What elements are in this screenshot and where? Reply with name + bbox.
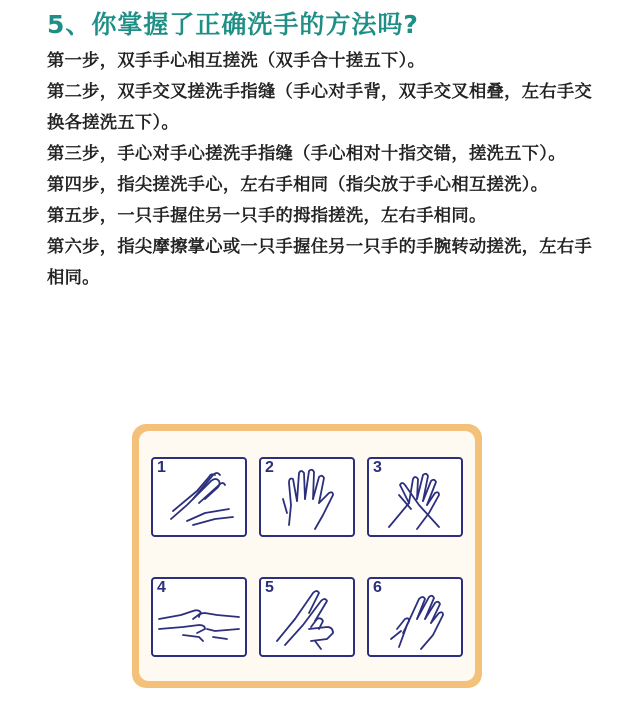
palms-rubbing-icon	[153, 459, 245, 535]
step-card-1	[151, 457, 247, 537]
step-1: 第一步，双手手心相互搓洗（双手合十搓五下）。	[47, 51, 426, 71]
card-number-5: 5	[265, 579, 274, 596]
card-number-4: 4	[157, 579, 166, 596]
step-card-5	[259, 577, 355, 657]
thumb-grip-icon	[261, 579, 353, 655]
card-number-2: 2	[265, 459, 274, 476]
step-2: 第二步，双手交叉搓洗手指缝（手心对手背，双手交叉相叠，左右手交换各搓洗五下）。	[47, 82, 593, 133]
step-card-4	[151, 577, 247, 657]
handwashing-illustration	[132, 424, 482, 688]
card-number-1: 1	[157, 459, 166, 476]
step-6: 第六步，指尖摩擦掌心或一只手握住另一只手的手腕转动搓洗，左右手相同。	[47, 237, 593, 288]
step-3: 第三步，手心对手心搓洗手指缝（手心相对十指交错，搓洗五下）。	[47, 144, 566, 164]
wrist-rotate-icon	[369, 579, 461, 655]
page-title: 5、你掌握了正确洗手的方法吗?	[47, 10, 419, 39]
step-4: 第四步，指尖搓洗手心，左右手相同（指尖放于手心相互搓洗）。	[47, 175, 549, 195]
fingertips-palm-icon	[153, 579, 245, 655]
steps-list	[47, 46, 595, 294]
fingers-interlaced-icon	[369, 459, 461, 535]
step-card-6	[367, 577, 463, 657]
card-number-6: 6	[373, 579, 382, 596]
back-of-hand-icon	[261, 459, 353, 535]
step-card-3	[367, 457, 463, 537]
step-card-2	[259, 457, 355, 537]
card-number-3: 3	[373, 459, 382, 476]
illustration-inner	[139, 431, 475, 681]
step-5: 第五步，一只手握住另一只手的拇指搓洗，左右手相同。	[47, 206, 487, 226]
